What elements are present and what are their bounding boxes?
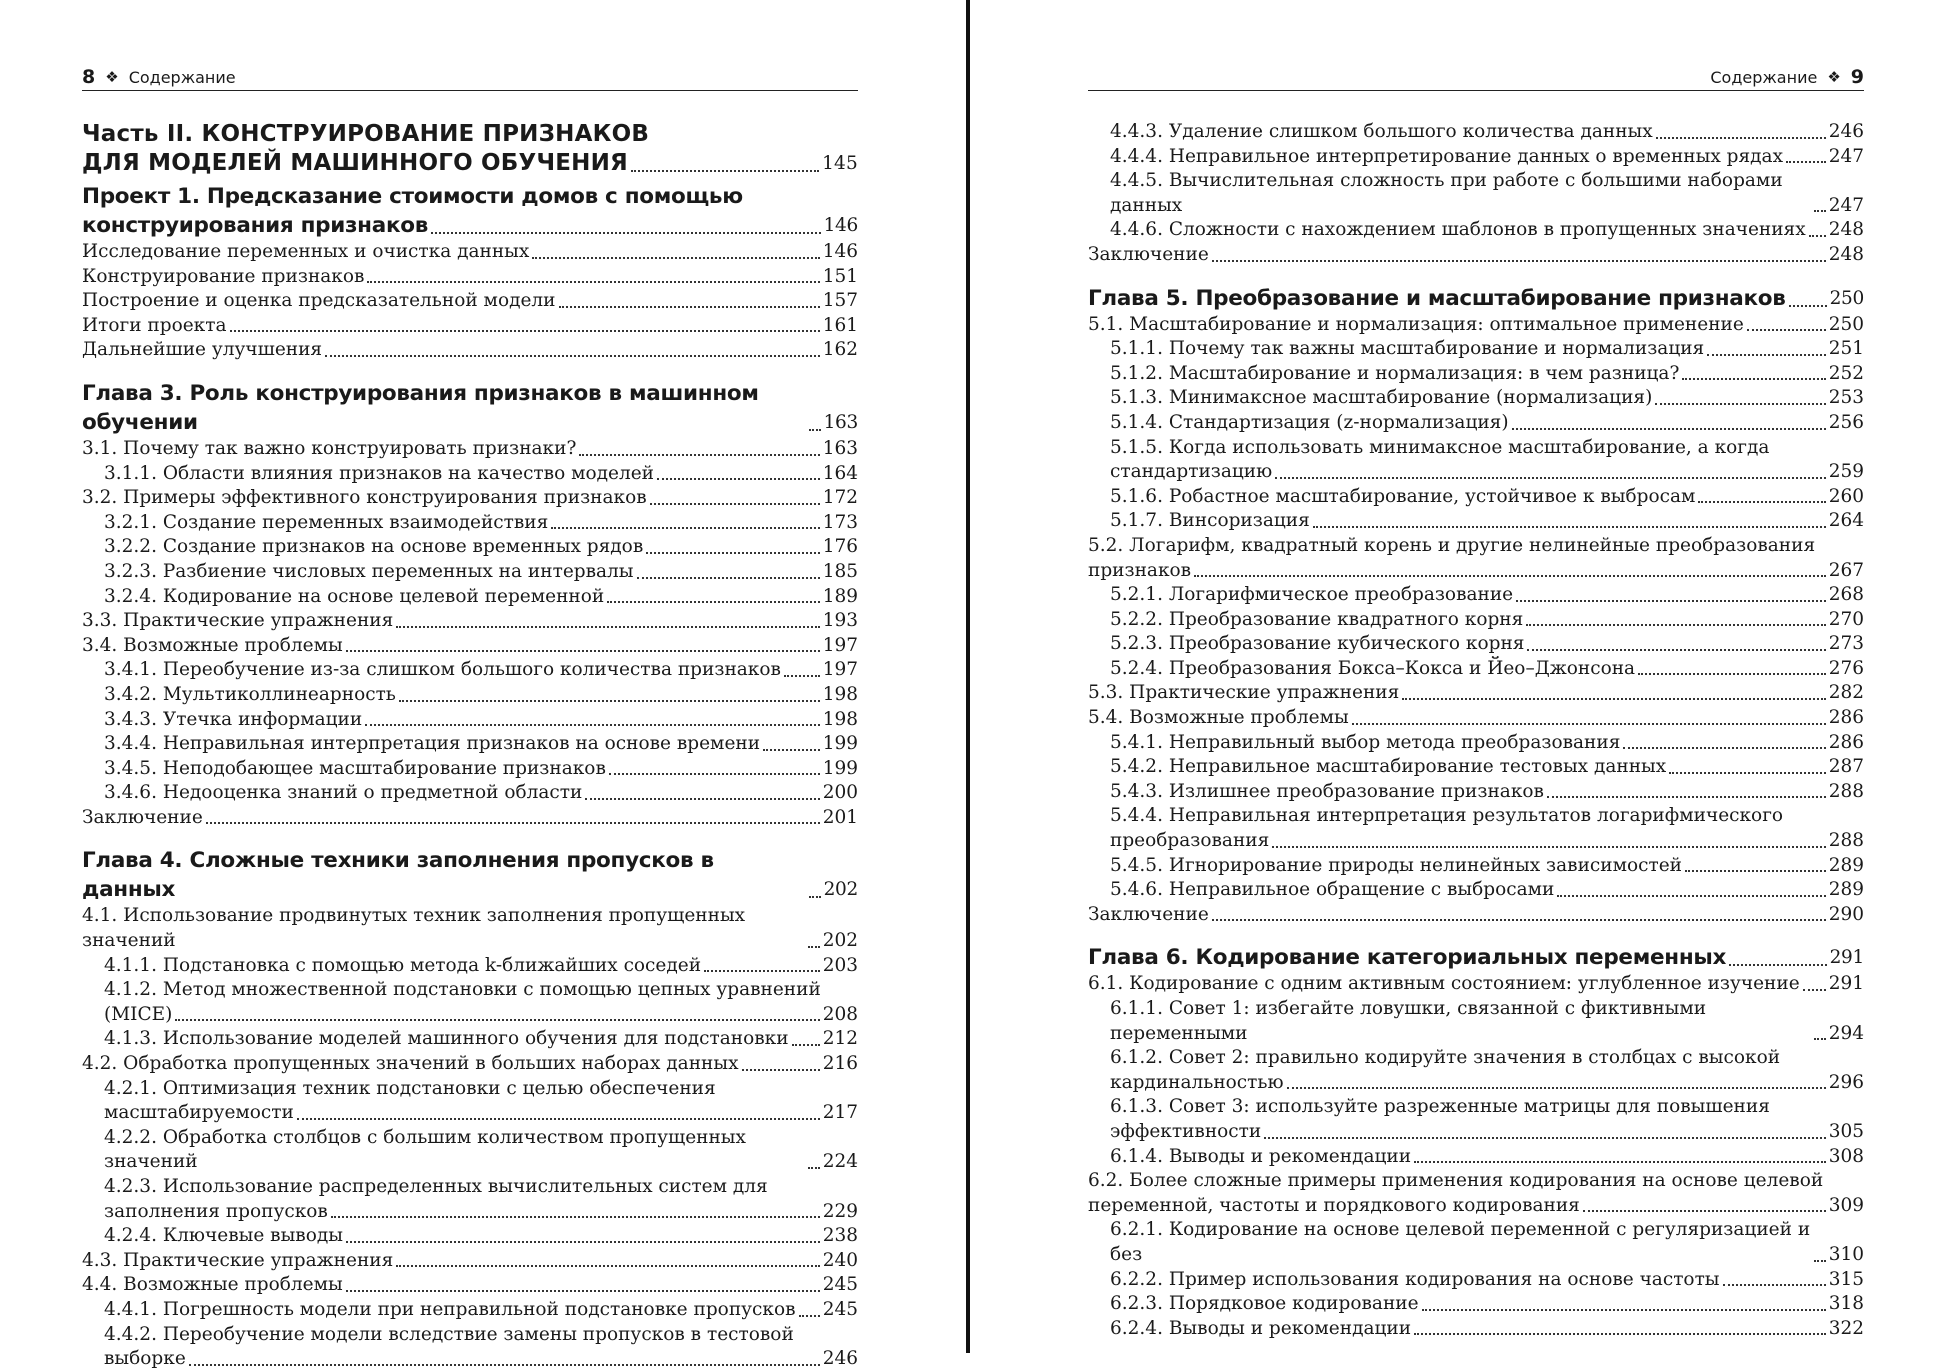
toc-entry[interactable]: 5.4.1. Неправильный выбор метода преобразования 286 [1110, 731, 1864, 753]
toc-entry[interactable]: 5.1.2. Масштабирование и нормализация: в чем разница? 252 [1110, 362, 1864, 384]
toc-entry[interactable]: 4.4. Возможные проблемы 245 [82, 1274, 858, 1296]
toc-entry[interactable]: 4.1.3. Использование моделей машинного обучения для подстановки 212 [104, 1028, 858, 1050]
toc-entry[interactable]: 3.2.1. Создание переменных взаимодействия 173 [104, 511, 858, 533]
toc-entry[interactable]: Дальнейшие улучшения 162 [82, 339, 858, 361]
toc-entry[interactable]: 5.4. Возможные проблемы 286 [1088, 707, 1864, 729]
toc-entry[interactable]: 6.2.4. Выводы и рекомендации 322 [1110, 1317, 1864, 1339]
toc-entry[interactable]: 6.1.3. Совет 3: используйте разреженные матрицы для повышения эффективности 305 [1110, 1096, 1864, 1142]
toc-entry[interactable]: 4.4.2. Переобучение модели вследствие замены пропусков в тестовой выборке 246 [104, 1323, 858, 1370]
toc-entry[interactable]: 4.1.1. Подстановка с помощью метода k-ближайших соседей 203 [104, 954, 858, 976]
toc-entry[interactable]: 5.4.6. Неправильное обращение с выбросами 289 [1110, 879, 1864, 901]
toc-entry[interactable]: 6.1. Кодирование с одним активным состоянием: углубленное изучение 291 [1088, 973, 1864, 995]
toc-entry[interactable]: Конструирование признаков 151 [82, 265, 858, 287]
diamond-icon: ❖ [105, 68, 119, 86]
toc-entry[interactable]: Заключение 290 [1088, 903, 1864, 925]
running-title: Содержание [1710, 67, 1818, 87]
toc-chapter-heading[interactable]: Глава 5. Преобразование и масштабирование признаков 250 [1088, 285, 1864, 311]
toc-entry[interactable]: 4.2.3. Использование распределенных вычислительных систем для заполнения пропусков 229 [104, 1176, 858, 1222]
toc-entry[interactable]: 3.4.2. Мультиколлинеарность 198 [104, 683, 858, 705]
toc-entry[interactable]: 4.4.1. Погрешность модели при неправильной подстановке пропусков 245 [104, 1298, 858, 1320]
toc-entry[interactable]: 5.1.1. Почему так важны масштабирование и нормализация 251 [1110, 338, 1864, 360]
toc-entry[interactable]: 3.2.3. Разбиение числовых переменных на интервалы 185 [104, 560, 858, 582]
toc-entry[interactable]: 5.1.4. Стандартизация (z-нормализация) 256 [1110, 411, 1864, 433]
left-page [82, 0, 858, 1370]
toc-entry[interactable]: 3.1.1. Области влияния признаков на качество моделей 164 [104, 462, 858, 484]
toc-entry[interactable]: 5.4.2. Неправильное масштабирование тестовых данных 287 [1110, 756, 1864, 778]
toc-entry[interactable]: 5.2. Логарифм, квадратный корень и другие нелинейные преобразования признаков 267 [1088, 534, 1864, 581]
toc-entry[interactable]: 4.2.1. Оптимизация техник подстановки с целью обеспечения масштабируемости 217 [104, 1077, 858, 1124]
toc-chapter-heading[interactable]: Глава 4. Сложные техники заполнения пропусков в данных 202 [82, 848, 858, 903]
toc-entry[interactable]: 5.1.3. Минимаксное масштабирование (нормализация) 253 [1110, 387, 1864, 409]
toc-left [82, 120, 858, 1372]
toc-entry[interactable]: 3.4.5. Неподобающее масштабирование признаков 199 [104, 757, 858, 779]
page-number: 8 [82, 66, 96, 88]
toc-entry[interactable]: 4.3. Практические упражнения 240 [82, 1249, 858, 1271]
toc-entry[interactable]: 4.2. Обработка пропущенных значений в больших наборах данных 216 [82, 1053, 858, 1075]
toc-entry[interactable]: 6.2.3. Порядковое кодирование 318 [1110, 1293, 1864, 1315]
toc-entry[interactable]: 6.2.2. Пример использования кодирования на основе частоты 315 [1110, 1268, 1864, 1290]
toc-entry[interactable]: 5.2.1. Логарифмическое преобразование 268 [1110, 584, 1864, 606]
toc-entry[interactable]: 3.4.6. Недооценка знаний о предметной области 200 [104, 782, 858, 804]
toc-entry[interactable]: 4.1.2. Метод множественной подстановки с помощью цепных уравнений (MICE) 208 [104, 979, 858, 1025]
toc-entry[interactable]: 3.2.4. Кодирование на основе целевой переменной 189 [104, 585, 858, 607]
toc-entry[interactable]: 3.2. Примеры эффективного конструирования признаков 172 [82, 487, 858, 509]
toc-entry[interactable]: 4.2.4. Ключевые выводы 238 [104, 1225, 858, 1247]
toc-entry[interactable]: 4.1. Использование продвинутых техник заполнения пропущенных значений 202 [82, 905, 858, 952]
toc-entry[interactable]: 5.1.5. Когда использовать минимаксное масштабирование, а когда стандартизацию 259 [1110, 436, 1864, 483]
toc-entry[interactable]: Итоги проекта 161 [82, 314, 858, 336]
diamond-icon: ❖ [1827, 68, 1841, 86]
toc-entry[interactable]: 5.1. Масштабирование и нормализация: оптимальное применение 250 [1088, 313, 1864, 335]
page-ref: 146 [823, 215, 858, 236]
book-spine [966, 0, 970, 1353]
page-ref: 145 [822, 153, 858, 174]
toc-part-heading[interactable]: Часть II. КОНСТРУИРОВАНИЕ ПРИЗНАКОВ ДЛЯ МОДЕЛЕЙ МАШИННОГО ОБУЧЕНИЯ 145 [82, 121, 858, 176]
toc-entry[interactable]: Построение и оценка предсказательной модели 157 [82, 290, 858, 312]
toc-entry[interactable]: 5.1.6. Робастное масштабирование, устойчивое к выбросам 260 [1110, 485, 1864, 507]
toc-entry[interactable]: 6.2. Более сложные примеры применения кодирования на основе целевой переменной, частоты и порядкового кодирования 309 [1088, 1170, 1864, 1216]
toc-entry[interactable]: Исследование переменных и очистка данных 146 [82, 241, 858, 262]
toc-entry[interactable]: 5.3. Практические упражнения 282 [1088, 682, 1864, 704]
toc-chapter-heading[interactable]: Глава 6. Кодирование категориальных переменных 291 [1088, 945, 1864, 971]
toc-entry[interactable]: 4.4.5. Вычислительная сложность при работе с большими наборами данных 247 [1110, 170, 1864, 216]
running-title: Содержание [128, 67, 236, 87]
toc-entry[interactable]: 4.2.2. Обработка столбцов с большим количеством пропущенных значений 224 [104, 1126, 858, 1173]
right-page-header [1088, 64, 1864, 91]
toc-entry[interactable]: 6.1.2. Совет 2: правильно кодируйте значения в столбцах с высокой кардинальностью 296 [1110, 1047, 1864, 1093]
toc-entry[interactable]: 6.1.1. Совет 1: избегайте ловушки, связанной с фиктивными переменными 294 [1110, 998, 1864, 1044]
left-page-header [82, 64, 858, 91]
toc-entry[interactable]: Заключение 201 [82, 806, 858, 828]
toc-project-heading[interactable]: Проект 1. Предсказание стоимости домов с помощью конструирования признаков 146 [82, 184, 858, 238]
right-page [1088, 0, 1864, 1353]
toc-entry[interactable]: 5.1.7. Винсоризация 264 [1110, 510, 1864, 532]
toc-chapter-heading[interactable]: Глава 3. Роль конструирования признаков в машинном обучении 163 [82, 380, 858, 435]
toc-entry[interactable]: 3.4. Возможные проблемы 197 [82, 634, 858, 656]
toc-entry[interactable]: 5.2.3. Преобразование кубического корня 273 [1110, 633, 1864, 655]
toc-entry[interactable]: 3.4.4. Неправильная интерпретация признаков на основе времени 199 [104, 733, 858, 755]
toc-entry[interactable]: 3.2.2. Создание признаков на основе временных рядов 176 [104, 536, 858, 558]
toc-entry[interactable]: 5.4.4. Неправильная интерпретация результатов логарифмического преобразования 288 [1110, 805, 1864, 852]
toc-entry[interactable]: 6.1.4. Выводы и рекомендации 308 [1110, 1145, 1864, 1167]
page-number: 9 [1850, 66, 1864, 88]
toc-right [1088, 120, 1864, 1341]
toc-entry[interactable]: 3.4.1. Переобучение из-за слишком большого количества признаков 197 [104, 659, 858, 681]
toc-entry[interactable]: 5.4.5. Игнорирование природы нелинейных зависимостей 289 [1110, 854, 1864, 876]
toc-entry[interactable]: 5.2.4. Преобразования Бокса–Кокса и Йео–Джонсона 276 [1110, 657, 1864, 679]
toc-entry[interactable]: 3.4.3. Утечка информации 198 [104, 708, 858, 730]
toc-entry[interactable]: 3.3. Практические упражнения 193 [82, 610, 858, 632]
toc-entry[interactable]: 3.1. Почему так важно конструировать признаки? 163 [82, 437, 858, 459]
toc-entry[interactable]: 4.4.3. Удаление слишком большого количества данных 246 [1110, 121, 1864, 142]
toc-entry[interactable]: 4.4.6. Сложности с нахождением шаблонов в пропущенных значениях 248 [1110, 219, 1864, 241]
toc-entry[interactable]: 4.4.4. Неправильное интерпретирование данных о временных рядах 247 [1110, 145, 1864, 167]
toc-entry[interactable]: Заключение 248 [1088, 243, 1864, 265]
toc-entry[interactable]: 6.2.1. Кодирование на основе целевой переменной с регуляризацией и без 310 [1110, 1219, 1864, 1265]
toc-entry[interactable]: 5.2.2. Преобразование квадратного корня 270 [1110, 608, 1864, 630]
toc-entry[interactable]: 5.4.3. Излишнее преобразование признаков 288 [1110, 780, 1864, 802]
